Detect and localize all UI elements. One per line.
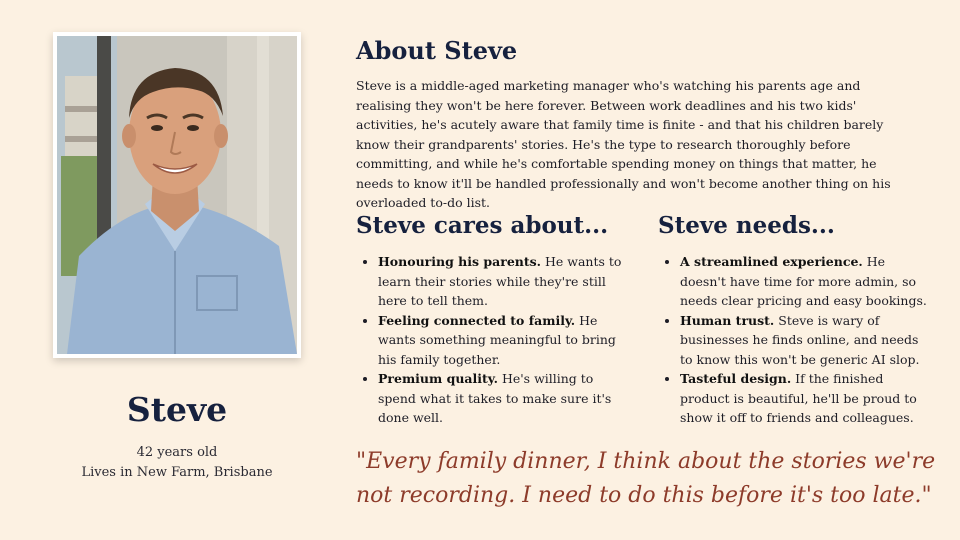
persona-quote: "Every family dinner, I think about the stories we're not recording. I need to do this before it's too late.": [356, 449, 936, 508]
list-item-bold: Honouring his parents.: [378, 254, 542, 269]
list-item-text: If the finished product is beautiful, he'll be proud to show it off to friends and colleagues.: [680, 371, 917, 425]
list-item-text: He's willing to spend what it takes to make sure it's done well.: [378, 371, 612, 425]
list-item-text: Steve is wary of businesses he finds online, and needs to know this won't be generic AI slop.: [680, 312, 920, 367]
persona-name: Steve: [126, 390, 228, 429]
list-item-text: He wants to learn their stories while they're still here to tell them.: [378, 254, 622, 308]
needs-list: [658, 252, 932, 428]
persona-age: 42 years old: [136, 445, 218, 460]
list-item-text: He doesn't have time for more admin, so needs clear pricing and easy bookings.: [680, 254, 927, 308]
persona-location: Lives in New Farm, Brisbane: [81, 465, 273, 480]
list-item: [378, 252, 628, 311]
list-item: [680, 252, 932, 311]
list-item-bold: Human trust.: [680, 312, 775, 328]
cares-title: Steve cares about...: [356, 212, 609, 239]
persona-meta: [53, 443, 301, 483]
about-text: Steve is a middle-aged marketing manager who's watching his parents age and realising they won't be here forever. Between work deadlines and his two kids' activities, he's acutely aware that family time is finite - and that his children barely know their grandparents' stories. He's the type to research thoroughly before committing, and while he's comfortable spending money on things that matter, he needs to know it'll be handled professionally and won't become another thing on his overloaded to-do list.: [356, 78, 891, 210]
list-item-bold: Feeling connected to family.: [378, 312, 576, 328]
list-item-bold: Premium quality.: [378, 371, 498, 386]
cares-list: [356, 252, 628, 428]
list-item: [378, 369, 628, 428]
list-item: [680, 369, 932, 428]
list-item-text: He wants something meaningful to bring his family together.: [378, 312, 616, 367]
needs-title: Steve needs...: [658, 212, 835, 239]
about-title: About Steve: [356, 36, 518, 65]
list-item: [378, 311, 628, 370]
list-item: [680, 311, 932, 370]
persona-photo: [53, 32, 301, 358]
list-item-bold: Tasteful design.: [680, 371, 792, 386]
list-item-bold: A streamlined experience.: [680, 254, 863, 269]
portrait-image: [57, 36, 297, 354]
